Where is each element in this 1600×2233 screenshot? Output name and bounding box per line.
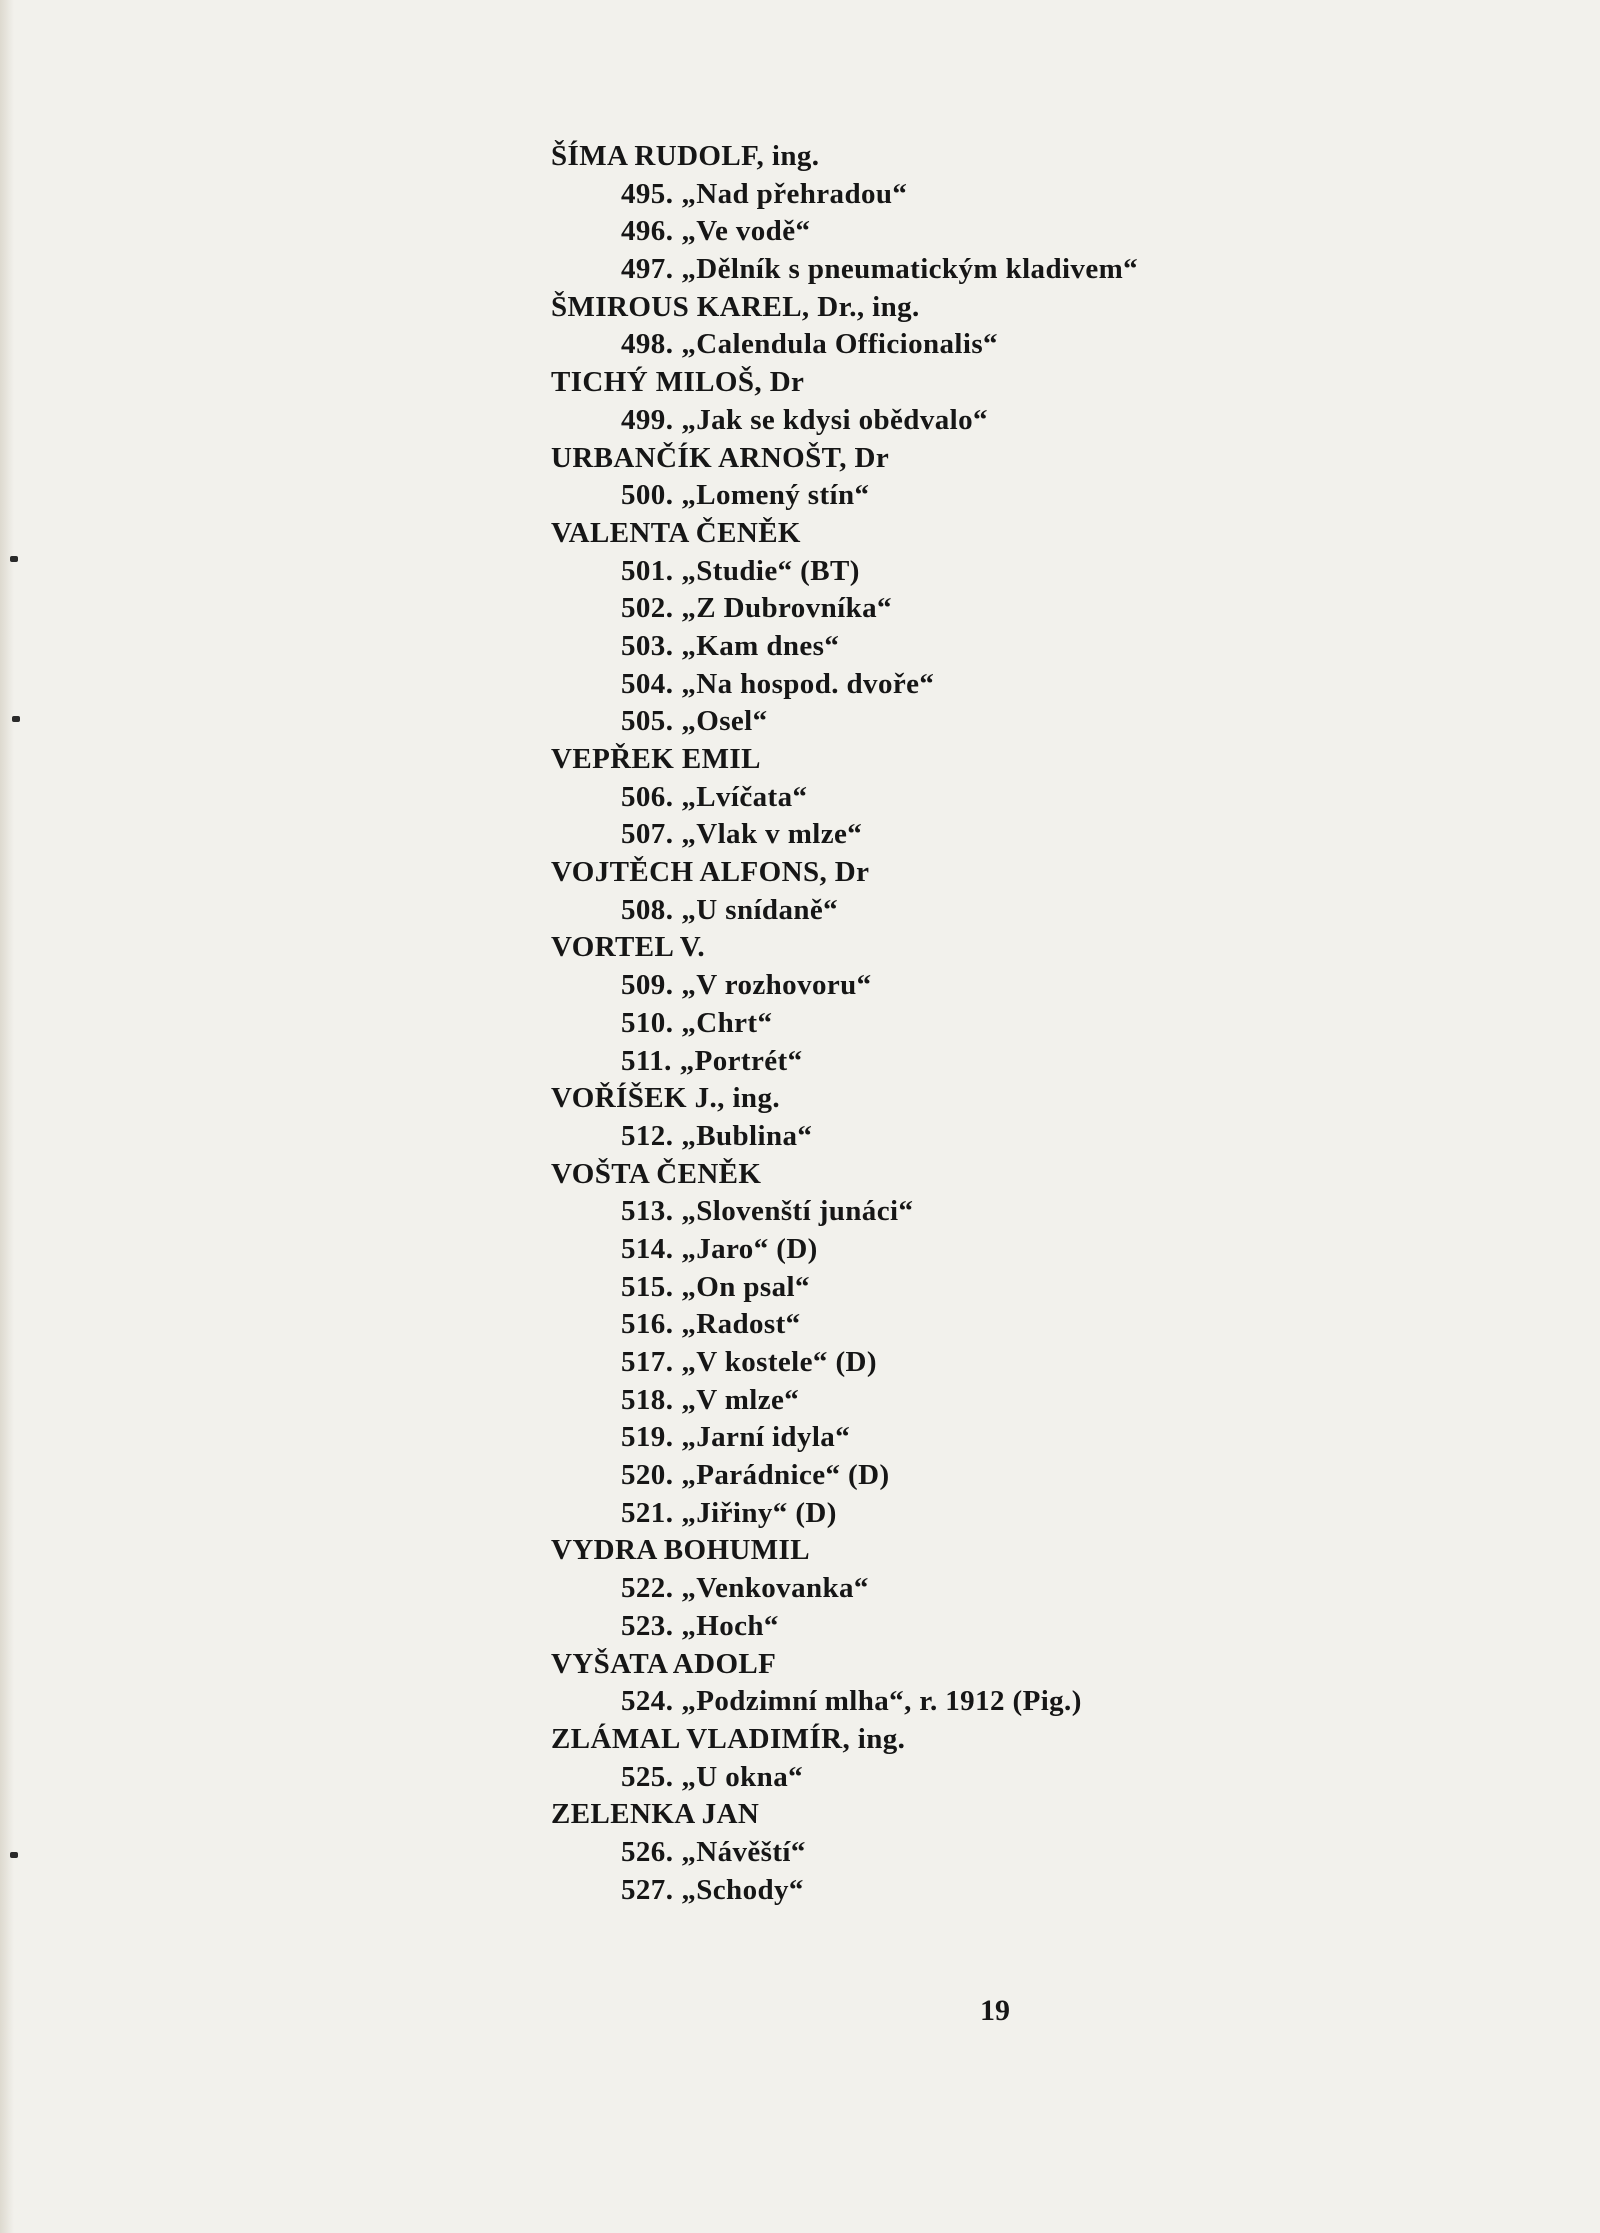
entry-number: 501. <box>621 554 674 587</box>
margin-mark <box>10 556 18 562</box>
entry-number: 522. <box>621 1572 674 1605</box>
entry-title: „V kostele“ (D) <box>681 1346 877 1378</box>
entry-title: „Schody“ <box>681 1873 804 1906</box>
entry-number: 510. <box>621 1006 674 1039</box>
entry-number: 516. <box>621 1308 674 1341</box>
entry-number: 520. <box>621 1459 674 1492</box>
exhibit-entry <box>551 1759 1311 1797</box>
entry-number: 526. <box>621 1835 674 1868</box>
entry-title: „Parádnice“ (D) <box>681 1459 890 1492</box>
entry-number: 505. <box>621 705 674 738</box>
entry-title: „Jaro“ (D) <box>681 1232 818 1265</box>
exhibit-entry <box>551 1005 1311 1043</box>
entry-number: 515. <box>621 1270 674 1303</box>
entry-title: „Studie“ (BT) <box>681 554 860 587</box>
entry-number: 507. <box>621 818 674 851</box>
author-name: VYŠATA ADOLF <box>551 1647 777 1680</box>
entry-number: 525. <box>621 1760 674 1793</box>
exhibit-entry <box>551 1344 1311 1382</box>
entry-title: „Lvíčata“ <box>681 780 808 813</box>
entry-title: „Radost“ <box>681 1308 801 1341</box>
author-name: URBANČÍK ARNOŠT, Dr <box>551 441 890 474</box>
margin-mark <box>10 1852 18 1858</box>
exhibit-entry <box>551 666 1311 704</box>
entry-title: „U okna“ <box>681 1760 804 1793</box>
entry-number: 517. <box>621 1346 674 1378</box>
entry-title: „Podzimní mlha“, r. 1912 (Pig.) <box>681 1685 1082 1718</box>
exhibit-entry <box>551 1495 1311 1533</box>
page-edge-shadow <box>0 0 14 2233</box>
entry-number: 527. <box>621 1873 674 1906</box>
entry-title: „Slovenští junáci“ <box>681 1195 914 1228</box>
entry-title: „On psal“ <box>681 1270 810 1303</box>
entry-title: „Návěští“ <box>681 1835 806 1868</box>
author-name: TICHÝ MILOŠ, Dr <box>551 366 805 399</box>
entry-title: „V mlze“ <box>681 1383 800 1416</box>
entry-title: „U snídaně“ <box>681 893 839 926</box>
entry-title: „Ve vodě“ <box>681 215 811 248</box>
exhibit-entry <box>551 477 1311 515</box>
entry-title: „Kam dnes“ <box>681 629 840 662</box>
entry-title: „Bublina“ <box>681 1119 813 1152</box>
exhibit-entry <box>551 967 1311 1005</box>
entry-title: „Nad přehradou“ <box>681 177 908 210</box>
entry-title: „Chrt“ <box>681 1006 773 1039</box>
page-number: 19 <box>980 1994 1010 2027</box>
entry-title: „Osel“ <box>681 705 768 738</box>
exhibit-listing <box>551 138 1311 1909</box>
entry-number: 497. <box>621 253 674 286</box>
entry-number: 496. <box>621 215 674 248</box>
entry-number: 509. <box>621 969 674 1002</box>
entry-number: 508. <box>621 893 674 926</box>
entry-number: 495. <box>621 177 674 210</box>
author-name: VORTEL V. <box>551 931 706 964</box>
entry-title: „V rozhovoru“ <box>681 969 872 1002</box>
entry-number: 503. <box>621 629 674 662</box>
exhibit-entry <box>551 1872 1311 1910</box>
author-name: ŠMIROUS KAREL, Dr., ing. <box>551 290 920 323</box>
author-name: VEPŘEK EMIL <box>551 743 761 775</box>
author-name: VYDRA BOHUMIL <box>551 1534 810 1567</box>
exhibit-entry <box>551 326 1311 364</box>
exhibit-entry <box>551 703 1311 741</box>
author-name: VALENTA ČENĚK <box>551 516 801 549</box>
entry-number: 499. <box>621 403 674 436</box>
entry-title: „Vlak v mlze“ <box>681 818 863 851</box>
entry-number: 524. <box>621 1685 674 1718</box>
entry-number: 523. <box>621 1609 674 1642</box>
author-name: ZLÁMAL VLADIMÍR, ing. <box>551 1722 906 1755</box>
author-name: VOŘÍŠEK J., ing. <box>551 1082 781 1115</box>
exhibit-entry <box>551 1608 1311 1646</box>
author-name: VOJTĚCH ALFONS, Dr <box>551 856 870 889</box>
exhibit-entry <box>551 251 1311 289</box>
entry-title: „Portrét“ <box>679 1044 803 1077</box>
entry-number: 498. <box>621 328 674 361</box>
margin-mark <box>12 716 20 722</box>
exhibit-entry <box>551 1570 1311 1608</box>
entry-title: „Na hospod. dvoře“ <box>681 667 935 700</box>
exhibit-entry <box>551 1382 1311 1420</box>
exhibit-entry <box>551 402 1311 440</box>
entry-number: 506. <box>621 780 674 813</box>
entry-title: „Jiřiny“ (D) <box>681 1496 837 1529</box>
exhibit-entry <box>551 628 1311 666</box>
exhibit-entry <box>551 1834 1311 1872</box>
exhibit-entry <box>551 590 1311 628</box>
entry-number: 513. <box>621 1195 674 1228</box>
exhibit-entry <box>551 1118 1311 1156</box>
entry-title: „Jarní idyla“ <box>681 1421 851 1454</box>
exhibit-entry <box>551 816 1311 854</box>
entry-number: 502. <box>621 592 674 625</box>
entry-title: „Venkovanka“ <box>681 1572 869 1605</box>
entry-title: „Z Dubrovníka“ <box>681 592 892 625</box>
exhibit-entry <box>551 1306 1311 1344</box>
entry-number: 519. <box>621 1421 674 1454</box>
entry-number: 504. <box>621 667 674 700</box>
entry-title: „Lomený stín“ <box>681 479 870 512</box>
author-name: VOŠTA ČENĚK <box>551 1157 762 1190</box>
exhibit-entry <box>551 1457 1311 1495</box>
author-name: ZELENKA JAN <box>551 1798 760 1831</box>
entry-number: 500. <box>621 479 674 512</box>
entry-number: 521. <box>621 1496 674 1529</box>
entry-number: 518. <box>621 1383 674 1416</box>
entry-title: „Calendula Officionalis“ <box>681 328 998 361</box>
entry-number: 512. <box>621 1119 674 1152</box>
exhibit-entry <box>551 1683 1311 1721</box>
exhibit-entry <box>551 176 1311 214</box>
entry-number: 514. <box>621 1232 674 1265</box>
exhibit-entry <box>551 892 1311 930</box>
entry-title: „Hoch“ <box>681 1609 779 1642</box>
entry-number: 511. <box>621 1044 672 1077</box>
exhibit-entry <box>551 1231 1311 1269</box>
exhibit-entry <box>551 1269 1311 1307</box>
entry-title: „Dělník s pneumatickým kladivem“ <box>681 253 1139 286</box>
exhibit-entry <box>551 213 1311 251</box>
author-name: ŠÍMA RUDOLF, ing. <box>551 140 820 172</box>
exhibit-entry <box>551 1419 1311 1457</box>
exhibit-entry <box>551 553 1311 591</box>
exhibit-entry <box>551 1043 1311 1081</box>
entry-title: „Jak se kdysi obědvalo“ <box>681 403 988 436</box>
exhibit-entry <box>551 779 1311 817</box>
exhibit-entry <box>551 1193 1311 1231</box>
